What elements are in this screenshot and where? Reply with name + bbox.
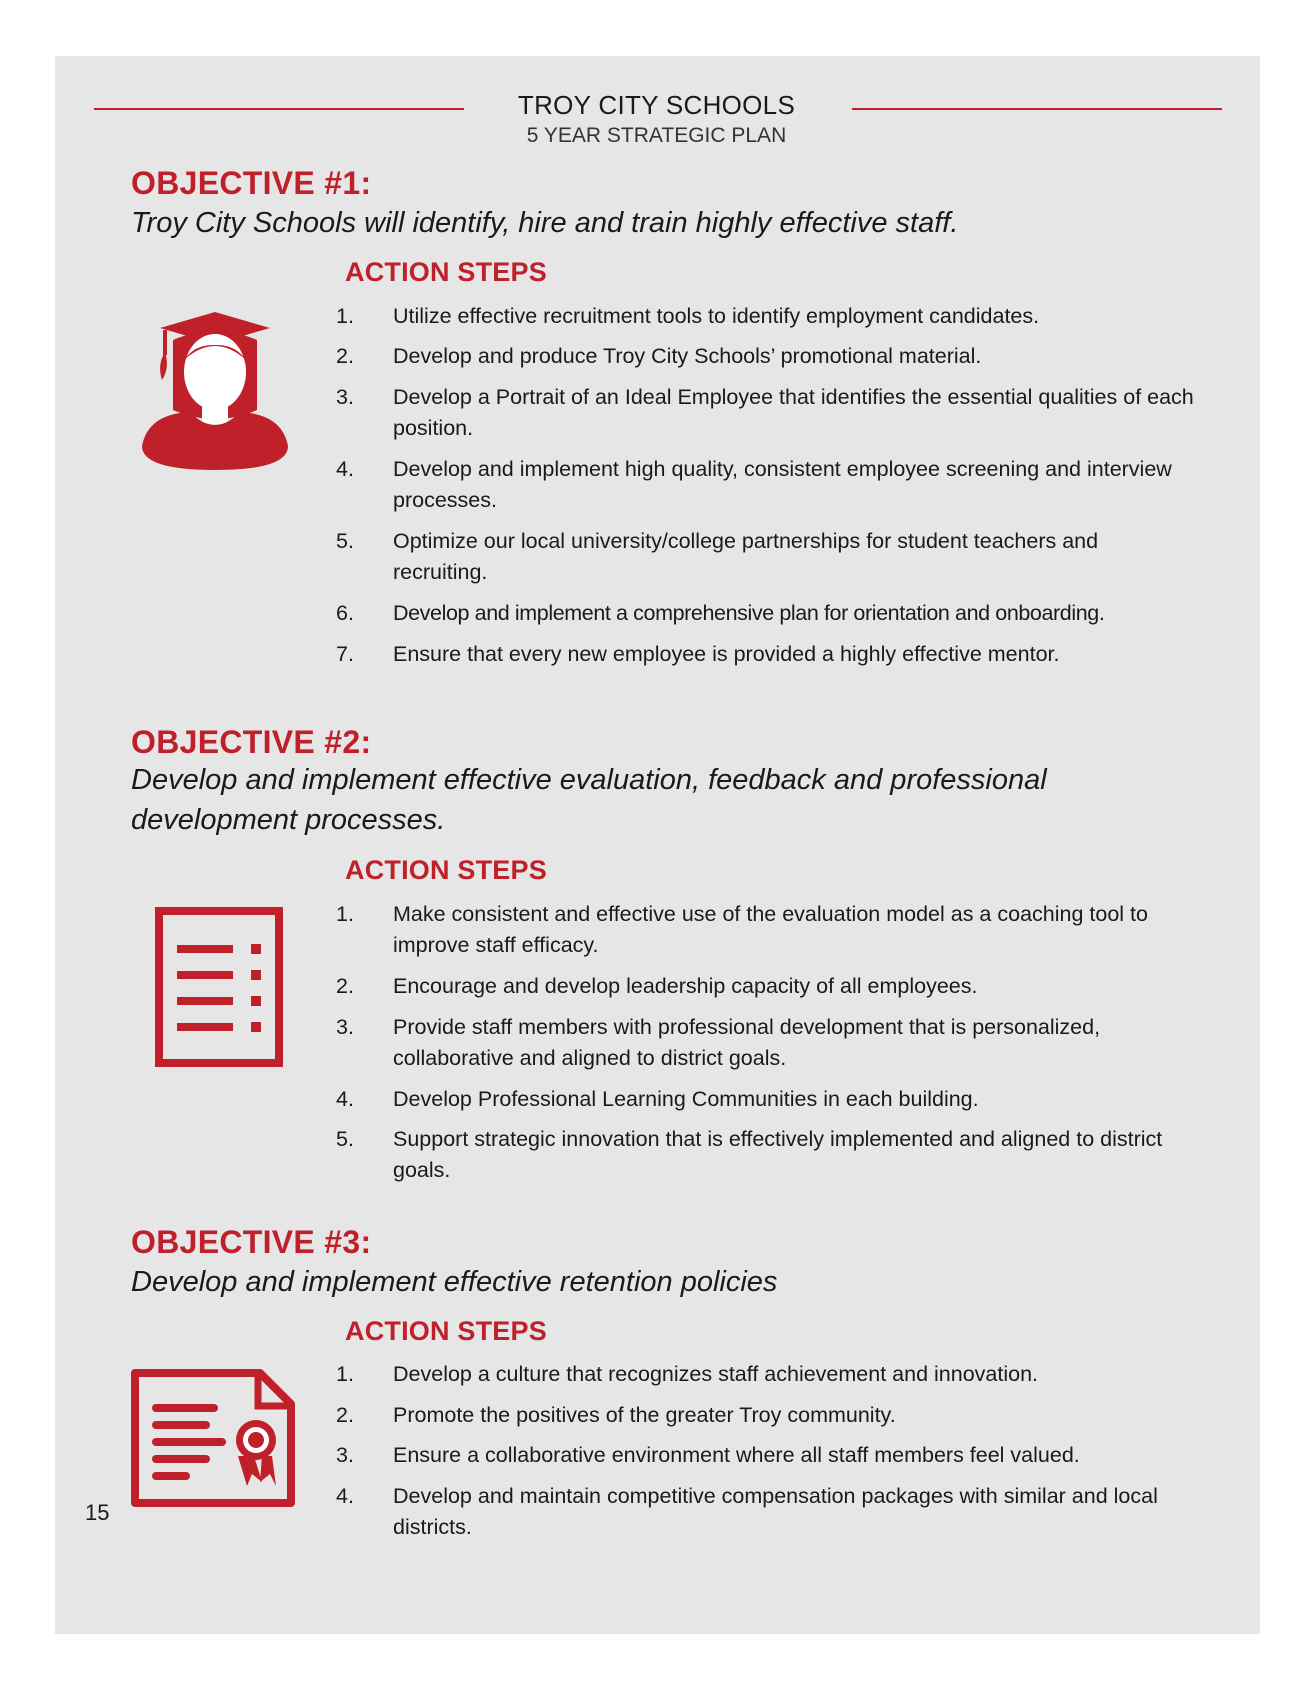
objective-2-step-1: 1. Make consistent and effective use of the evaluation model as a coaching tool to improve staff efficacy. (336, 902, 1148, 957)
document-title: TROY CITY SCHOOLS (517, 90, 796, 120)
objective-2-step-4: 4. Develop Professional Learning Communities in each building. (336, 1087, 979, 1111)
graduate-icon (140, 310, 290, 472)
objective-1-step-5: 5. Optimize our local university/college partnerships for student teachers and recruiting. (336, 529, 1099, 584)
objective-1-heading: OBJECTIVE #1: (131, 165, 372, 201)
page-number: 15 (85, 1500, 110, 1525)
objective-2-step-2: 2. Encourage and develop leadership capacity of all employees. (336, 974, 978, 998)
objective-1-step-1: 1. Utilize effective recruitment tools to identify employment candidates. (336, 304, 1040, 328)
objective-3-heading: OBJECTIVE #3: (131, 1224, 372, 1260)
objective-3-text: Develop and implement effective retention policies (131, 1266, 778, 1298)
objective-3-step-4: 4. Develop and maintain competitive compensation packages with similar and local districts. (336, 1484, 1158, 1539)
objective-1-step-6: 6. Develop and implement a comprehensive plan for orientation and onboarding. (336, 601, 1105, 625)
objective-1-step-2: 2. Develop and produce Troy City Schools’ promotional material. (336, 344, 982, 368)
objective-3-action-steps-heading: ACTION STEPS (345, 1316, 547, 1346)
objective-1-step-7: 7. Ensure that every new employee is provided a highly effective mentor. (336, 642, 1060, 666)
objective-1-text: Troy City Schools will identify, hire and train highly effective staff. (131, 207, 959, 239)
objective-2-step-3: 3. Provide staff members with professional development that is personalized, collaborative and aligned to district goals. (336, 1015, 1101, 1070)
objective-3-step-2: 2. Promote the positives of the greater Troy community. (336, 1403, 896, 1427)
objective-2-action-steps-heading: ACTION STEPS (345, 855, 547, 885)
objective-3-step-1: 1. Develop a culture that recognizes staff achievement and innovation. (336, 1362, 1038, 1386)
objective-1-step-4: 4. Develop and implement high quality, consistent employee screening and interview processes. (336, 457, 1172, 512)
certificate-icon (130, 1368, 296, 1508)
objective-1-step-3: 3. Develop a Portrait of an Ideal Employee that identifies the essential qualities of each position. (336, 385, 1194, 440)
document-subtitle: 5 YEAR STRATEGIC PLAN (526, 124, 787, 147)
objective-2-heading: OBJECTIVE #2: (131, 724, 372, 760)
objective-3-step-3: 3. Ensure a collaborative environment where all staff members feel valued. (336, 1443, 1080, 1467)
objective-2-text: Develop and implement effective evaluation, feedback and professional development processes. (131, 764, 1047, 836)
checklist-document-icon (155, 907, 283, 1067)
objective-2-step-5: 5. Support strategic innovation that is effectively implemented and aligned to district goals. (336, 1127, 1163, 1182)
objective-1-action-steps-heading: ACTION STEPS (345, 257, 547, 287)
